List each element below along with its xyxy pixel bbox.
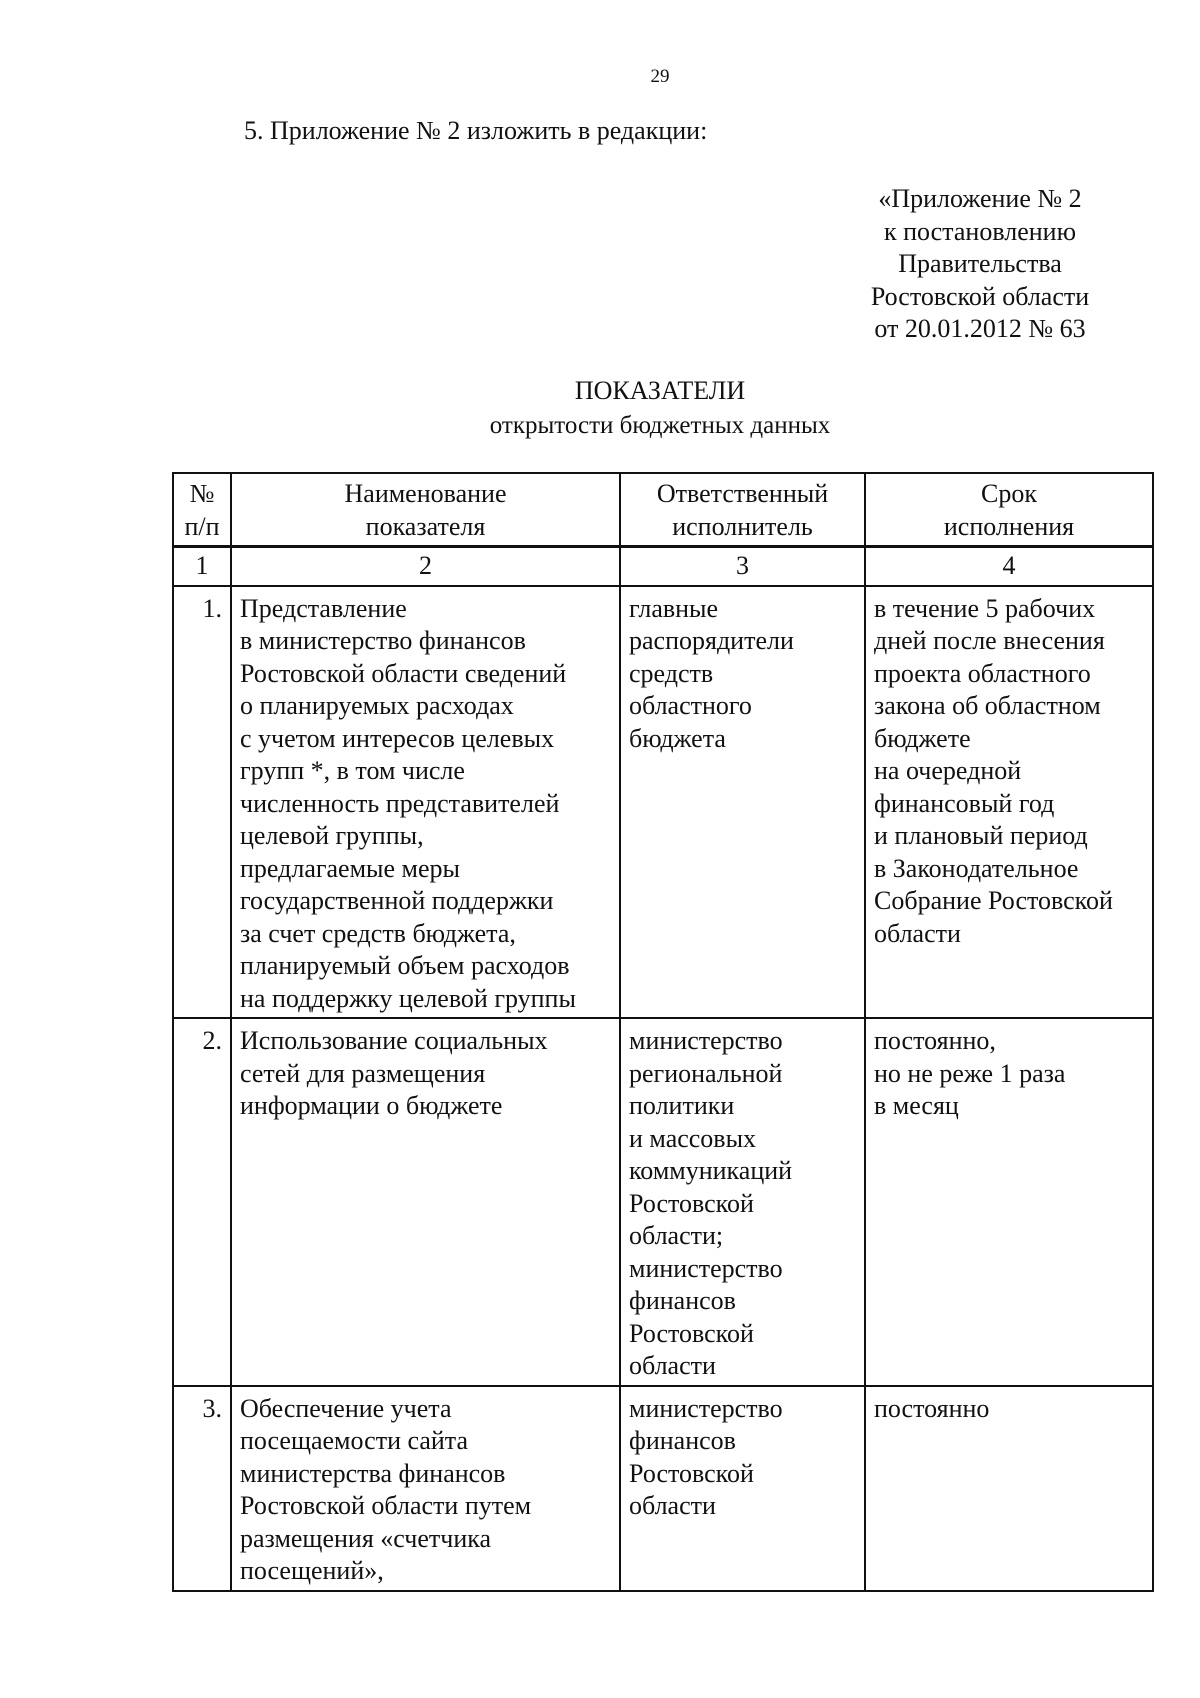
cell-text-line: государственной поддержки	[240, 886, 554, 915]
deadline-cell	[865, 1018, 1153, 1386]
cell-text-line: Ростовской	[629, 1318, 754, 1348]
cell-text-line: целевой группы,	[240, 821, 424, 850]
column-number-cell: 4	[865, 547, 1153, 586]
cell-text-line: дней после внесения	[874, 626, 1105, 655]
cell-text-line: проекта областного	[874, 658, 1091, 688]
appendix-line: Правительства	[898, 249, 1062, 278]
cell-text-line: коммуникаций	[629, 1156, 793, 1185]
cell-text-line: министерство	[629, 1253, 783, 1283]
header-line: Срок	[981, 479, 1037, 508]
cell-text-line: размещения «счетчика	[240, 1523, 492, 1553]
header-line: показателя	[365, 511, 486, 541]
cell-text-line: Обеспечение учета	[240, 1393, 452, 1423]
column-number-cell: 3	[620, 547, 865, 586]
cell-text-line: групп *, в том числе	[240, 756, 465, 785]
cell-text-line: закона об областном	[874, 691, 1101, 720]
cell-text-line: бюджете	[874, 723, 971, 753]
table-row	[173, 1018, 1153, 1386]
cell-text-line: численность представителей	[240, 788, 560, 818]
cell-text-line: и массовых	[629, 1123, 757, 1153]
cell-text-line: посещений»,	[240, 1556, 384, 1585]
header-line: п/п	[184, 511, 220, 541]
page-number: 29	[650, 66, 670, 87]
executor-cell	[620, 1018, 865, 1386]
cell-text-line: предлагаемые меры	[240, 853, 461, 883]
cell-text-line: области	[629, 1491, 716, 1520]
cell-text-line: Ростовской	[629, 1458, 754, 1488]
cell-text-line: финансов	[629, 1286, 736, 1315]
cell-text-line: с учетом интересов целевых	[240, 723, 555, 753]
deadline-cell	[865, 1386, 1153, 1591]
column-number-cell: 2	[231, 547, 620, 586]
cell-text-line: финансов	[629, 1426, 736, 1455]
header-line: исполнения	[943, 511, 1075, 541]
cell-text-line: Представление	[240, 593, 407, 623]
cell-text-line: политики	[629, 1091, 735, 1120]
cell-text-line: Собрание Ростовской	[874, 886, 1113, 915]
cell-text-line: посещаемости сайта	[240, 1426, 469, 1455]
cell-text-line: постоянно,	[874, 1026, 996, 1055]
cell-text-line: в течение 5 рабочих	[874, 593, 1096, 623]
cell-text-line: и плановый период	[874, 821, 1088, 850]
deadline-cell	[865, 586, 1153, 1019]
column-number-cell: 1	[173, 547, 231, 586]
cell-text-line: на очередной	[874, 756, 1022, 785]
indicator-name-cell	[231, 1386, 620, 1591]
document-subtitle: открытости бюджетных данных	[489, 412, 831, 439]
cell-text-line: области	[629, 1351, 716, 1380]
appendix-line: Ростовской области	[870, 281, 1090, 311]
executor-cell	[620, 586, 865, 1019]
cell-text-line: в Законодательное	[874, 853, 1079, 883]
indicator-name-cell	[231, 586, 620, 1019]
cell-text-line: Ростовской области сведений	[240, 658, 567, 688]
cell-text-line: министерство	[629, 1026, 783, 1055]
cell-text-line: министерства финансов	[240, 1458, 506, 1488]
header-line: Наименование	[344, 479, 507, 508]
cell-text-line: постоянно	[874, 1393, 990, 1423]
row-number-cell: 3.	[173, 1386, 231, 1591]
cell-text-line: областного	[629, 691, 752, 720]
document-title: ПОКАЗАТЕЛИ	[574, 376, 746, 405]
cell-text-line: на поддержку целевой группы	[240, 983, 576, 1013]
executor-cell	[620, 1386, 865, 1591]
cell-text-line: в министерство финансов	[240, 626, 526, 655]
cell-text-line: бюджета	[629, 723, 726, 753]
appendix-line: к постановлению	[883, 216, 1077, 246]
indicators-table	[172, 472, 1154, 1592]
row-number-cell: 2.	[173, 1018, 231, 1386]
cell-text-line: в месяц	[874, 1091, 959, 1120]
column-numbers-row	[173, 547, 1153, 586]
cell-text-line: сетей для размещения	[240, 1058, 486, 1088]
amendment-intro: 5. Приложение № 2 изложить в редакции:	[244, 116, 708, 145]
cell-text-line: финансовый год	[874, 788, 1055, 818]
header-cell-executor	[620, 473, 865, 547]
table-header-row	[173, 473, 1153, 547]
cell-text-line: Использование социальных	[240, 1026, 548, 1055]
cell-text-line: но не реже 1 раза	[874, 1058, 1066, 1088]
appendix-line: «Приложение № 2	[878, 184, 1082, 213]
header-cell-deadline	[865, 473, 1153, 547]
header-line: исполнитель	[672, 511, 813, 541]
table-row	[173, 586, 1153, 1019]
row-number-cell: 1.	[173, 586, 231, 1019]
cell-text-line: главные	[629, 593, 719, 623]
cell-text-line: Ростовской области путем	[240, 1491, 532, 1520]
appendix-line: от 20.01.2012 № 63	[874, 314, 1086, 343]
cell-text-line: области;	[629, 1221, 724, 1250]
cell-text-line: за счет средств бюджета,	[240, 918, 516, 948]
cell-text-line: планируемый объем расходов	[240, 951, 570, 980]
cell-text-line: информации о бюджете	[240, 1091, 503, 1120]
appendix-reference-block	[840, 183, 1120, 346]
cell-text-line: средств	[629, 658, 714, 688]
header-line: №	[189, 479, 215, 508]
cell-text-line: области	[874, 918, 961, 948]
indicator-name-cell	[231, 1018, 620, 1386]
cell-text-line: о планируемых расходах	[240, 691, 514, 720]
header-cell-name	[231, 473, 620, 547]
cell-text-line: министерство	[629, 1393, 783, 1423]
table-row	[173, 1386, 1153, 1591]
cell-text-line: Ростовской	[629, 1188, 754, 1218]
header-cell-number	[173, 473, 231, 547]
table-body	[173, 586, 1153, 1591]
cell-text-line: распорядители	[629, 626, 794, 655]
cell-text-line: региональной	[629, 1058, 783, 1088]
header-line: Ответственный	[656, 479, 829, 508]
